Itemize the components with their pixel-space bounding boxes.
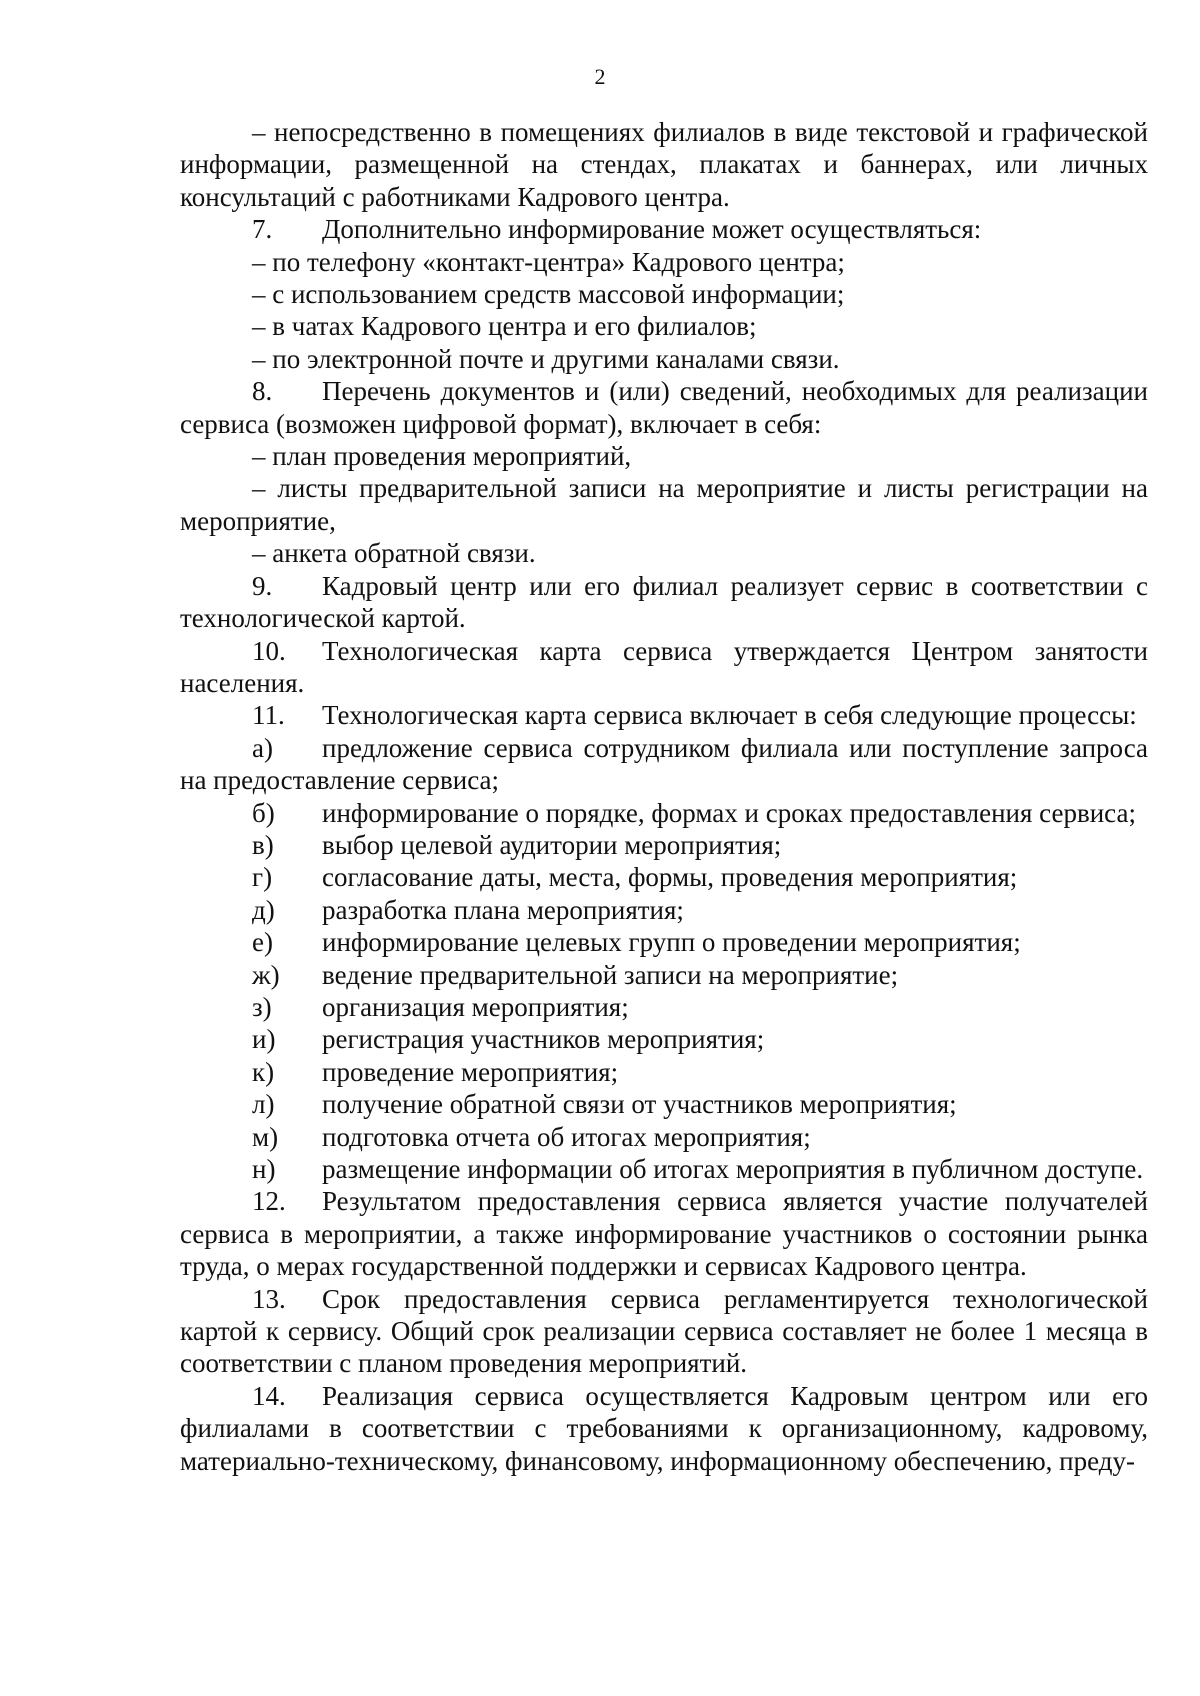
list-item: – по телефону «контакт-центра» Кадрового центра; [252, 246, 845, 277]
list-item: – анкета обратной связи. [252, 538, 536, 569]
process-item [180, 1056, 1148, 1088]
paragraph-12 [180, 1185, 1148, 1282]
process-label: а) [252, 732, 273, 763]
process-text: размещение информации об итогах мероприятия в публичном доступе. [322, 1154, 1144, 1184]
paragraph-number: 12. [252, 1186, 286, 1217]
paragraph-text: Технологическая карта сервиса утверждается Центром занятости населения. [180, 635, 1148, 698]
paragraph-9 [180, 570, 1148, 635]
process-label: д) [252, 894, 275, 925]
paragraph-informing-in-branches: – непосредственно в помещениях филиалов в виде текстовой и графической информации, размещенной на стендах, плакатах и баннерах, или личных консультаций с работниками Кадрового центра. [180, 117, 1148, 212]
paragraph-13 [180, 1283, 1148, 1380]
paragraph-text: Результатом предоставления сервиса является участие получателей сервиса в мероприятии, а также информирование участников о состоянии рынка труда, о мерах государственной поддержки и сервисах Кадрового центра. [180, 1186, 1148, 1282]
process-item [180, 797, 1148, 829]
process-item [180, 991, 1148, 1023]
process-item [180, 894, 1148, 926]
process-text: разработка плана мероприятия; [322, 894, 684, 925]
paragraph-text: Реализация сервиса осуществляется Кадровым центром или его филиалами в соответствии с требованиями к организационному, кадровому, материально-техническому, финансовому, информационному обеспечению, преду- [180, 1380, 1148, 1476]
paragraph-text: Срок предоставления сервиса регламентируется технологической картой к сервису. Общий срок реализации сервиса составляет не более 1 месяца в соответствии с планом проведения мероприятий. [180, 1283, 1148, 1379]
process-label: м) [252, 1121, 279, 1152]
process-label: н) [252, 1154, 276, 1184]
process-text: информирование о порядке, формах и сроках предоставления сервиса; [322, 797, 1136, 828]
list-item: – по электронной почте и другими каналами связи. [252, 343, 840, 374]
paragraph-10 [180, 635, 1148, 700]
process-item [180, 861, 1148, 893]
paragraph-7 [180, 213, 1148, 245]
paragraph-14 [180, 1380, 1148, 1477]
list-item: – план проведения мероприятий, [252, 441, 632, 472]
process-text: ведение предварительной записи на мероприятие; [322, 959, 899, 990]
paragraph-text: Дополнительно информирование может осуществляться: [322, 214, 982, 245]
paragraph-8 [180, 375, 1148, 440]
process-label: г) [252, 862, 273, 893]
process-text: согласование даты, места, формы, проведения мероприятия; [322, 862, 1018, 893]
process-item [180, 1023, 1148, 1055]
process-text: выбор целевой аудитории мероприятия; [322, 829, 782, 860]
process-text: предложение сервиса сотрудником филиала или поступление запроса на предоставление сервиса; [180, 732, 1148, 796]
paragraph-text: Перечень документов и (или) сведений, необходимых для реализации сервиса (возможен цифровой формат), включает в себя: [180, 376, 1148, 439]
list-item: – в чатах Кадрового центра и его филиалов; [252, 311, 757, 342]
process-text: информирование целевых групп о проведении мероприятия; [322, 927, 1021, 958]
process-label: к) [252, 1056, 275, 1087]
process-item [180, 1121, 1148, 1153]
process-label: и) [252, 1024, 276, 1055]
process-label: л) [252, 1089, 275, 1120]
process-item [180, 959, 1148, 991]
paragraph-number: 11. [252, 700, 285, 731]
paragraph-number: 13. [252, 1283, 286, 1314]
process-text: подготовка отчета об итогах мероприятия; [322, 1121, 811, 1152]
process-item [180, 926, 1148, 958]
paragraph-number: 14. [252, 1380, 286, 1411]
paragraph-text: Кадровый центр или его филиал реализует сервис в соответствии с технологической картой. [180, 570, 1148, 634]
process-item [180, 829, 1148, 861]
process-label: б) [252, 797, 275, 828]
process-item [180, 1153, 1148, 1185]
process-text: проведение мероприятия; [322, 1056, 619, 1087]
page-number: 2 [594, 64, 606, 89]
process-item [180, 732, 1148, 797]
process-text: организация мероприятия; [322, 991, 629, 1022]
paragraph-number: 10. [252, 635, 286, 666]
paragraph-number: 8. [252, 376, 273, 407]
process-label: з) [252, 991, 272, 1022]
document-body [180, 116, 1148, 1477]
paragraph-text: Технологическая карта сервиса включает в себя следующие процессы: [322, 700, 1137, 731]
paragraph-number: 7. [252, 214, 273, 245]
process-label: ж) [252, 959, 280, 990]
process-text: получение обратной связи от участников мероприятия; [322, 1089, 957, 1120]
process-text: регистрация участников мероприятия; [322, 1024, 765, 1055]
list-item: – листы предварительной записи на мероприятие и листы регистрации на мероприятие, [180, 473, 1148, 536]
paragraph-number: 9. [252, 570, 273, 601]
paragraph-11 [180, 699, 1148, 731]
process-label: в) [252, 829, 274, 860]
process-label: е) [252, 927, 273, 958]
list-item: – с использованием средств массовой информации; [252, 279, 845, 310]
process-item [180, 1088, 1148, 1120]
